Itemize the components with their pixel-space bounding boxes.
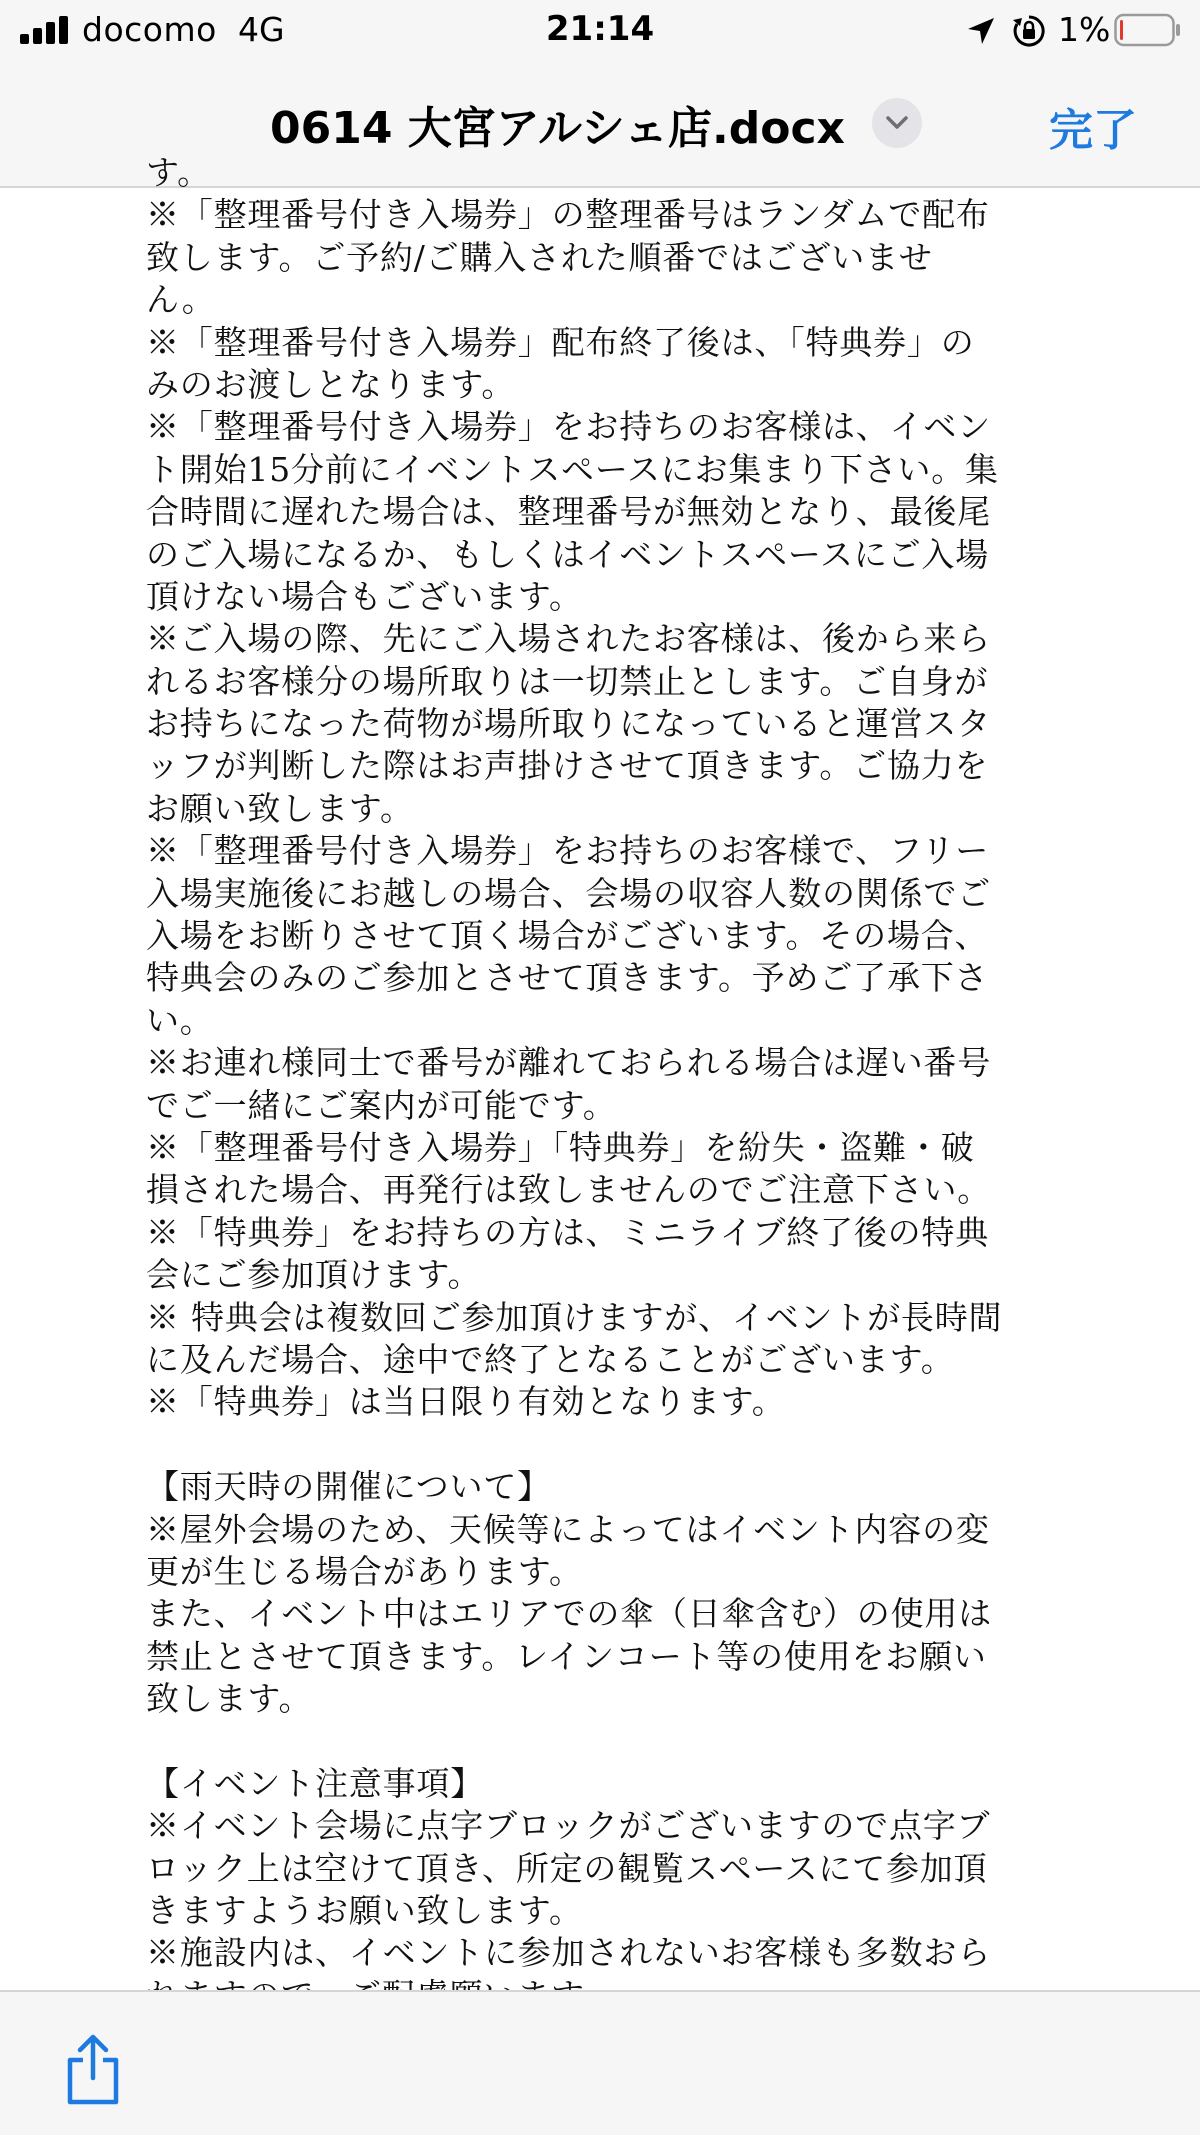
document-title: 0614 大宮アルシェ店.docx <box>270 103 845 154</box>
battery-percent: 1% <box>1058 10 1111 49</box>
document-line: ッフが判断した際はお声掛けさせて頂きます。ご協力を <box>146 746 989 786</box>
document-line: ※施設内は、イベントに参加されないお客様も多数おら <box>146 1933 991 1973</box>
document-line: 合時間に遅れた場合は、整理番号が無効となり、最後尾 <box>146 492 991 532</box>
document-line: ※「特典券」は当日限り有効となります。 <box>146 1382 786 1422</box>
status-time: 21:14 <box>545 9 655 49</box>
document-viewer[interactable] <box>0 153 1200 1990</box>
document-line: お持ちになった荷物が場所取りになっていると運営スタ <box>146 704 991 744</box>
title-menu-button[interactable] <box>872 98 922 148</box>
document-line: 致します。ご予約/ご購入された順番ではございませ <box>146 237 933 277</box>
document-line: ※屋外会場のため、天候等によってはイベント内容の変 <box>146 1509 990 1549</box>
rotation-lock-icon <box>1012 14 1046 48</box>
document-line: ※「整理番号付き入場券」をお持ちのお客様は、イベン <box>146 407 991 447</box>
document-line: のご入場になるか、もしくはイベントスペースにご入場 <box>146 534 990 574</box>
location-arrow-icon <box>966 16 996 46</box>
status-bar <box>0 0 1200 62</box>
document-line: 【イベント注意事項】 <box>146 1763 484 1803</box>
document-line: 会にご参加頂けます。 <box>146 1255 482 1295</box>
document-line: お願い致します。 <box>146 788 414 828</box>
document-line: 入場実施後にお越しの場合、会場の収容人数の関係でご <box>146 873 991 913</box>
bottom-toolbar <box>0 1990 1200 2135</box>
document-line: ん。 <box>146 280 216 320</box>
document-line: 入場をお断りさせて頂く場合がございます。その場合、 <box>146 916 989 956</box>
document-line: ※ご入場の際、先にご入場されたお客様は、後から来ら <box>146 619 991 659</box>
document-line: 損された場合、再発行は致しませんのでご注意下さい。 <box>146 1170 991 1210</box>
document-line: きますようお願い致します。 <box>146 1891 583 1931</box>
document-line: す。 <box>146 153 211 192</box>
document-line: ※ 特典会は複数回ご参加頂けますが、イベントが長時間 <box>146 1297 1003 1337</box>
document-line: 致します。 <box>146 1679 313 1719</box>
document-line: ※イベント会場に点字ブロックがございますので点字ブ <box>146 1806 991 1846</box>
document-line: ※「整理番号付き入場券」配布終了後は、「特典券」の <box>146 322 975 362</box>
document-line: 頂けない場合もございます。 <box>146 576 583 616</box>
document-line: ※「整理番号付き入場券」「特典券」を紛失・盗難・破 <box>146 1127 975 1167</box>
document-line: ト開始15分前にイベントスペースにお集まり下さい。集 <box>146 449 999 489</box>
carrier-name: docomo <box>82 10 217 49</box>
battery-icon <box>1114 13 1182 47</box>
document-line: でご一緒にご案内が可能です。 <box>146 1085 617 1125</box>
document-line <box>146 1720 1066 1762</box>
share-icon[interactable] <box>64 2034 122 2106</box>
chevron-down-icon <box>885 113 909 133</box>
document-line: ※お連れ様同士で番号が離れておられる場合は遅い番号 <box>146 1043 991 1083</box>
document-line: 【雨天時の開催について】 <box>146 1467 551 1507</box>
document-line: 更が生じる場合があります。 <box>146 1551 583 1591</box>
done-button[interactable]: 完了 <box>1049 105 1137 156</box>
document-line: い。 <box>146 1000 214 1040</box>
document-line: 特典会のみのご参加とさせて頂きます。予めご了承下さ <box>146 958 989 998</box>
document-line: ※「整理番号付き入場券」の整理番号はランダムで配布 <box>146 195 990 235</box>
document-line: ロック上は空けて頂き、所定の観覧スペースにて参加頂 <box>146 1848 988 1888</box>
document-line: みのお渡しとなります。 <box>146 364 516 404</box>
document-line: ※「整理番号付き入場券」をお持ちのお客様で、フリー <box>146 831 990 871</box>
document-line: れるお客様分の場所取りは一切禁止とします。ご自身が <box>146 661 989 701</box>
network-type: 4G <box>238 10 285 49</box>
document-line: ※「特典券」をお持ちの方は、ミニライブ終了後の特典 <box>146 1212 990 1252</box>
document-body <box>146 152 1066 2017</box>
document-line: また、イベント中はエリアでの傘（日傘含む）の使用は <box>146 1594 992 1634</box>
document-line <box>146 1424 1066 1466</box>
document-line: 禁止とさせて頂きます。レインコート等の使用をお願い <box>146 1636 987 1676</box>
document-line: に及んだ場合、途中で終了となることがございます。 <box>146 1339 955 1379</box>
